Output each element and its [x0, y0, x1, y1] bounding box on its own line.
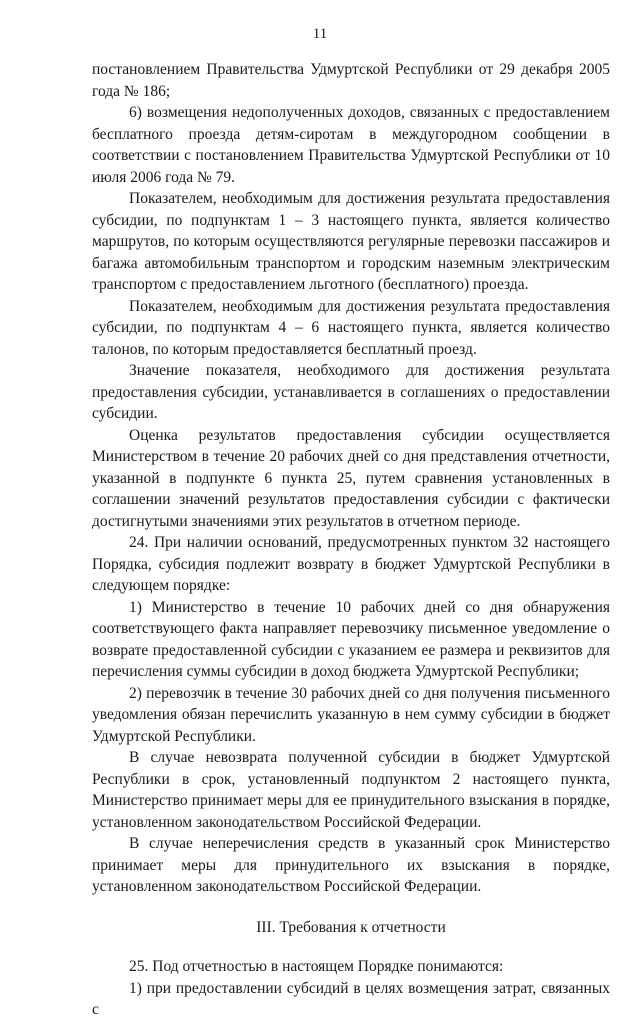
section-heading: III. Требования к отчетности [256, 918, 446, 936]
paragraph-item-6: 6) возмещения недополученных доходов, связанных с предоставлением бесплатного проезда детям-сиротам в междугородном сообщении в соответствии с постановлением Правительства Удмуртской Республики от 10 июля 2006 года № 79. [92, 104, 610, 186]
paragraph-clause-24-item-1: 1) Министерство в течение 10 рабочих дней со дня обнаружения соответствующего факта направляет перевозчику письменное уведомление о возврате предоставленной субсидии с указанием ее размера и реквизитов для перечисления суммы субсидии в доход бюджета Удмуртской Республики; [92, 598, 610, 680]
document-body [92, 59, 610, 1021]
paragraph-indicator-1-3: Показателем, необходимым для достижения результата предоставления субсидии, по подпунктам 1 – 3 настоящего пункта, является количество маршрутов, по которым осуществляются регулярные перевозки пассажиров и багажа автомобильным транспортом и городским наземным электрическим транспортом с предоставлением льготного (бесплатного) проезда. [92, 190, 610, 293]
paragraph-indicator-4-6: Показателем, необходимым для достижения результата предоставления субсидии, по подпунктам 4 – 6 настоящего пункта, является количество талонов, по которым предоставляется бесплатный проезд. [92, 297, 610, 358]
paragraph-clause-24: 24. При наличии оснований, предусмотренных пунктом 32 настоящего Порядка, субсидия подлежит возврату в бюджет Удмуртской Республики в следующем порядке: [92, 534, 610, 594]
paragraph-results-evaluation: Оценка результатов предоставления субсидии осуществляется Министерством в течение 20 рабочих дней со дня представления отчетности, указанной в подпункте 6 пункта 25, путем сравнения установленных в соглашении значений результатов предоставления субсидии с фактически достигнутыми значениями этих результатов в отчетном периоде. [92, 426, 610, 530]
paragraph-non-transfer: В случае неперечисления средств в указанный срок Министерство принимает меры для принудительного их взыскания в порядке, установленном законодательством Российской Федерации. [92, 835, 610, 895]
paragraph-clause-25-item-1: 1) при предоставлении субсидий в целях возмещения затрат, связанных с [92, 979, 610, 1018]
paragraph-continuation: постановлением Правительства Удмуртской Республики от 29 декабря 2005 года № 186; [92, 61, 610, 100]
paragraph-clause-24-item-2: 2) перевозчик в течение 30 рабочих дней со дня получения письменного уведомления обязан перечислить указанную в нем сумму субсидии в бюджет Удмуртской Республики. [92, 684, 610, 745]
paragraph-non-return: В случае невозврата полученной субсидии в бюджет Удмуртской Республики в срок, установленный подпунктом 2 настоящего пункта, Министерство принимает меры для ее принудительного взыскания в порядке, установленном законодательством Российской Федерации. [92, 749, 610, 831]
paragraph-clause-25: 25. Под отчетностью в настоящем Порядке понимаются: [129, 958, 504, 975]
page-number: 11 [312, 26, 328, 42]
paragraph-indicator-value: Значение показателя, необходимого для достижения результата предоставления субсидии, устанавливается в соглашениях о предоставлении субсидии. [92, 362, 610, 422]
